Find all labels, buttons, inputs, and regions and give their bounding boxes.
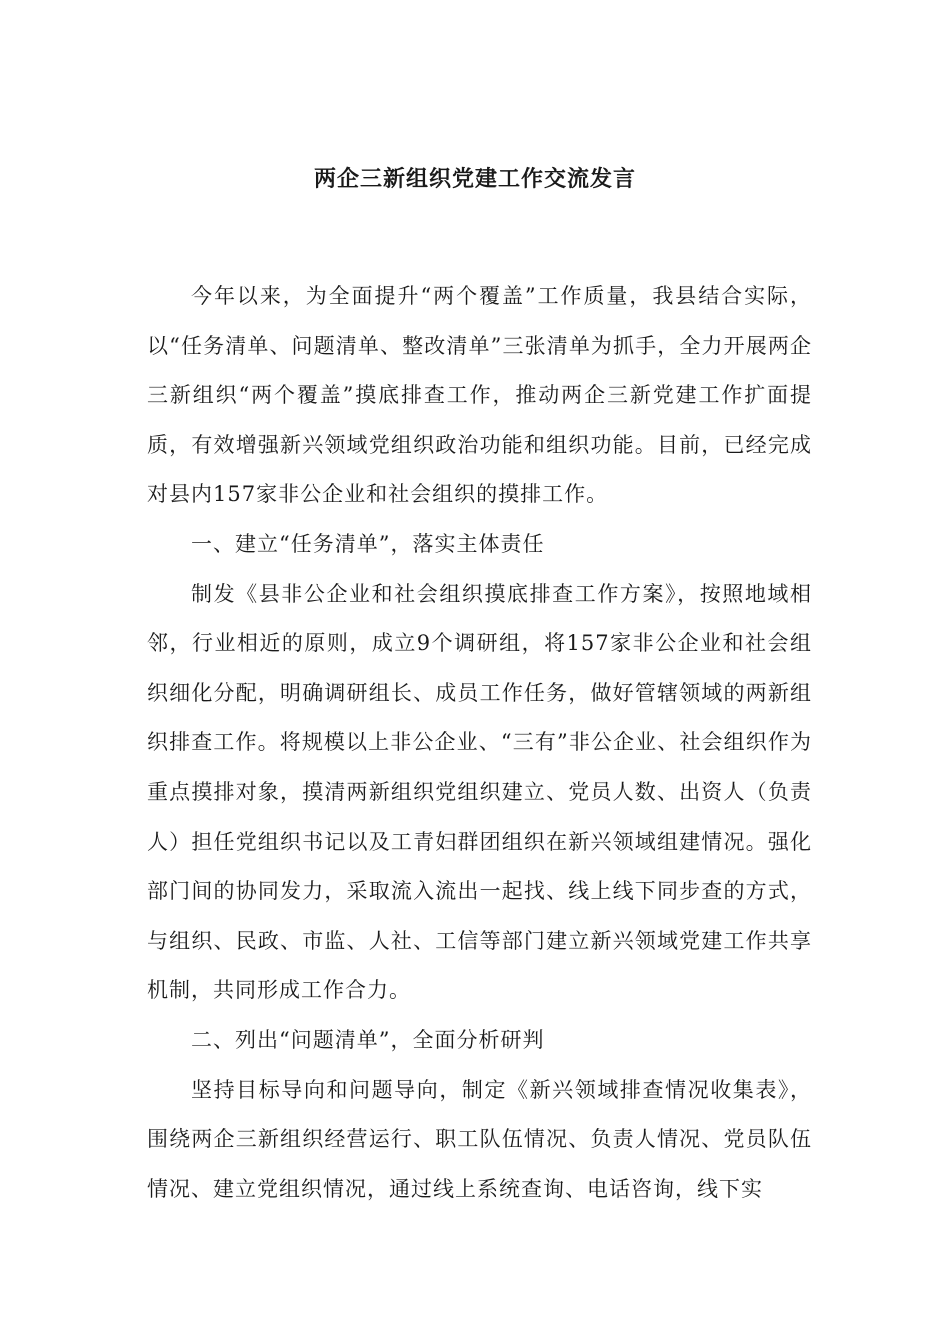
document-title: 两企三新组织党建工作交流发言 (313, 167, 636, 192)
section-2-heading: 二、列出“问题清单”，全面分析研判 (191, 1027, 545, 1052)
intro-paragraph: 今年以来，为全面提升“两个覆盖”工作质量，我县结合实际，以“任务清单、问题清单、整改清单”三张清单为抓手，全力开展两企三新组织“两个覆盖”摸底排查工作，推动两企三新党建工作扩面提质，有效增强新兴领域党组织政治功能和组织功能。目前，已经完成对县内157家非公企业和社会组织的摸排工作。 (147, 284, 812, 507)
section-1-heading: 一、建立“任务清单”，落实主体责任 (191, 531, 545, 556)
section-1-paragraph: 制发《县非公企业和社会组织摸底排查工作方案》，按照地域相邻，行业相近的原则，成立9个调研组，将157家非公企业和社会组织细化分配，明确调研组长、成员工作任务，做好管辖领域的两新组织排查工作。将规模以上非公企业、“三有”非公企业、社会组织作为重点摸排对象，摸清两新组织党组织建立、党员人数、出资人（负责人）担任党组织书记以及工青妇群团组织在新兴领域组建情况。强化部门间的协同发力，采取流入流出一起找、线上线下同步查的方式，与组织、民政、市监、人社、工信等部门建立新兴领域党建工作共享机制，共同形成工作合力。 (147, 581, 812, 1003)
document-body (147, 272, 812, 1214)
section-2-paragraph: 坚持目标导向和问题导向，制定《新兴领域排查情况收集表》，围绕两企三新组织经营运行、职工队伍情况、负责人情况、党员队伍情况、建立党组织情况，通过线上系统查询、电话咨询，线下实 (147, 1077, 812, 1201)
